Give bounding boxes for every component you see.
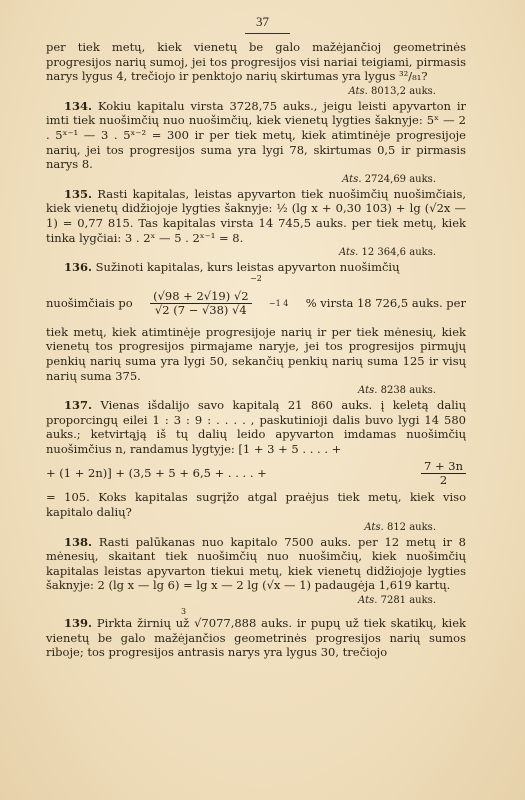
- problem-135: [46, 187, 466, 245]
- problem-text: Rasti kapitalas, leistas apyvarton tiek nuošimčių nuošimčiais, kiek vienetų didžiojoje lygties šaknyje: ½ (lg x + 0,30 103) + lg (√2x — 1) = 0,77 815. Tas kapitalas virsta 14 745,5 auks. per tiek metų, kiek tinka lygčiai: 3 . 2ˣ — 5 . 2ˣ⁻¹ = 8.: [46, 186, 466, 245]
- problem-text: Sužinoti kapitalas, kurs leistas apyvarton nuošimčių: [95, 260, 400, 275]
- problem-136: [46, 260, 466, 275]
- formula-137: [46, 456, 466, 490]
- fraction-numerator: 7 + 3n: [421, 460, 466, 474]
- formula-lead: nuošimčiais po: [46, 296, 133, 311]
- formula-136: [46, 283, 466, 325]
- problem-text: Kokiu kapitalu virsta 3728,75 auks., jeigu leisti apyvarton ir imti tiek nuošimčių nuo nuošimčių, kiek vienetų lygties šaknyje: 5ˣ — 2 . 5ˣ⁻¹ — 3 . 5ˣ⁻² = 300 ir per tiek metų, kiek atimtinėje progresijoje narių, jei tos progresijos suma yra lygi 78, skirtumas 0,5 ir pirmasis narys 8.: [46, 98, 466, 172]
- problem-number: 136.: [64, 260, 93, 275]
- problem-text: Pirkta žirnių už √7077,888 auks. ir pupų už tiek skatikų, kiek vienetų be galo mažėjančios geometrinės progresijos narių sumos riboje; tos progresijos antrasis narys yra lygus 30, trečiojo: [46, 616, 466, 660]
- exponent-note: −2: [250, 273, 262, 283]
- formula-lead: + (1 + 2n)] + (3,5 + 5 + 6,5 + . . . . +: [46, 466, 267, 481]
- paragraph-intro: per tiek metų, kiek vienetų be galo mažėjančioj geometrinės progresijos narių sumoj, jei tos progresijos visi nariai teigiami, pirmasis narys lygus 4, trečiojo ir penktojo narių skirtumas yra lygus ³²/₈₁?: [46, 40, 466, 84]
- root-index: 3: [181, 607, 187, 617]
- answer-intro: Ats. 8013,2 auks.: [348, 85, 436, 97]
- fraction: [421, 460, 466, 487]
- answer-138: Ats. 7281 auks.: [358, 595, 436, 607]
- problem-137: [46, 398, 466, 456]
- problem-136-cont: tiek metų, kiek atimtinėje progresijoje narių ir per tiek mėnesių, kiek vienetų tos progresijos pirmajame naryje, jei tos progresijos pirmųjų penkių narių suma yra lygi 50, sekančių penkių narių suma 125 ir visų narių suma 375.: [46, 324, 466, 383]
- header-rule: [245, 33, 290, 34]
- problem-number: 137.: [64, 398, 93, 413]
- problem-137-cont: = 105. Koks kapitalas sugrįžo atgal praėjus tiek metų, kiek viso kapitalo dalių?: [46, 490, 466, 520]
- answer-136: Ats. 8238 auks.: [358, 385, 436, 397]
- problem-138: [46, 535, 466, 593]
- problem-number: 135.: [64, 186, 93, 201]
- answer-137: Ats. 812 auks.: [364, 521, 436, 533]
- problem-number: 138.: [64, 534, 93, 549]
- problem-134: [46, 99, 466, 172]
- fraction-numerator: (√98 + 2√19) √2: [150, 290, 251, 304]
- problem-number: 134.: [64, 98, 93, 113]
- problem-number: 139.: [64, 616, 93, 631]
- answer-134: Ats. 2724,69 auks.: [342, 173, 436, 185]
- formula-tail: % virsta 18 726,5 auks. per: [305, 296, 466, 311]
- fraction-denominator: √2 (7 − √38) √4: [154, 303, 247, 318]
- problem-text: Vienas išdalijo savo kapitalą 21 860 auks. į keletą dalių proporcingų eilei 1 : 3 : 9 : . . . . , paskutinioji dalis buvo lygi 14 580 auks.; ketvirtąją iš tų dalių leido apyvarton imdamas nuošimčių nuošimčius n, randamus lygtyje: [1 + 3 + 5 . . . . +: [46, 398, 466, 456]
- fraction: [150, 290, 251, 317]
- problem-text: Rasti palūkanas nuo kapitalo 7500 auks. per 12 metų ir 8 mėnesių, skaitant tiek nuošimčių nuo nuošimčių, kiek nuošimčių kapitalas leistas apyvarton tiekui metų, kiek vienetų didžiojoje lygties šaknyje: 2 (lg x — lg 6) = lg x — 2 lg (√x — 1) padaugėja 1,619 kartų.: [46, 534, 466, 593]
- problem-139: [46, 616, 466, 660]
- page-number: 37: [256, 14, 269, 29]
- answer-135: Ats. 12 364,6 auks.: [338, 247, 436, 259]
- page-body: [46, 40, 466, 660]
- fraction-denominator: 2: [439, 472, 448, 487]
- exponent: −1 4: [268, 298, 289, 308]
